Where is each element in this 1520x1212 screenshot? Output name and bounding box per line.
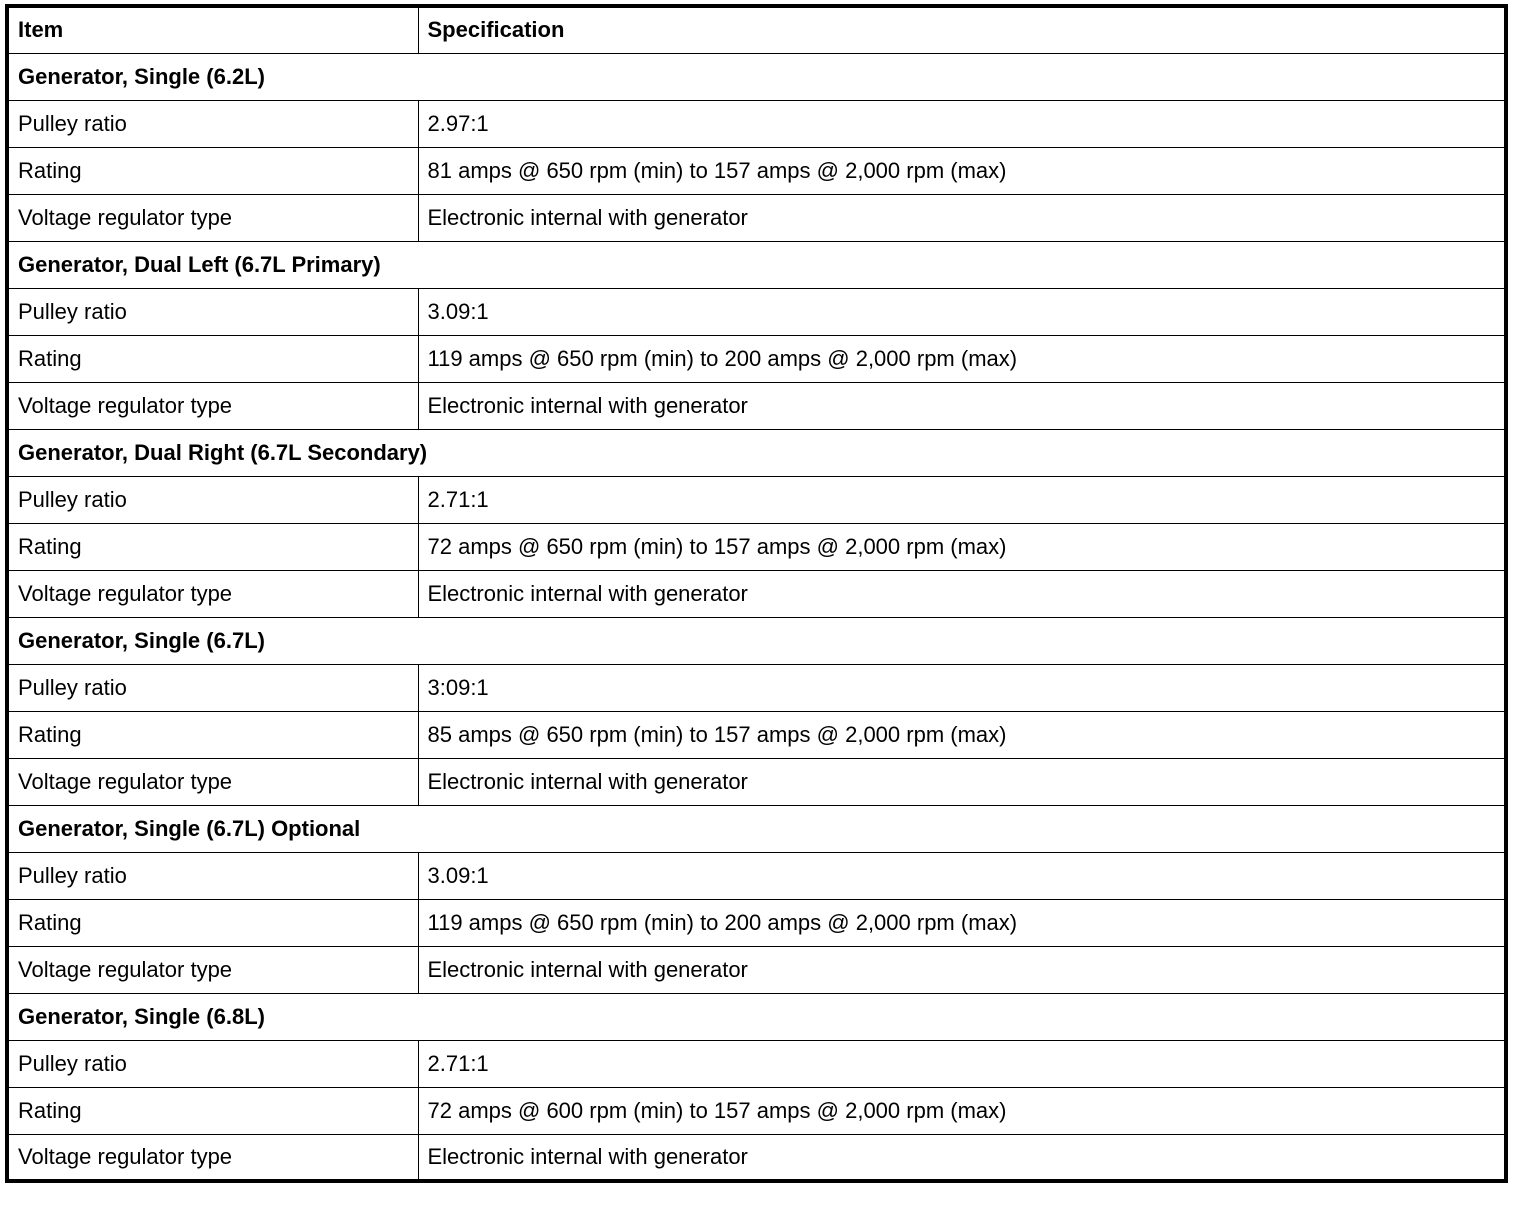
table-row xyxy=(7,382,1506,429)
specification-cell: 2.71:1 xyxy=(418,476,1506,523)
specification-cell: Electronic internal with generator xyxy=(418,570,1506,617)
specification-cell: 72 amps @ 600 rpm (min) to 157 amps @ 2,000 rpm (max) xyxy=(418,1087,1506,1134)
section-title: Generator, Single (6.2L) xyxy=(7,53,1506,100)
table-row xyxy=(7,288,1506,335)
specification-cell: 3.09:1 xyxy=(418,852,1506,899)
specification-cell: 85 amps @ 650 rpm (min) to 157 amps @ 2,000 rpm (max) xyxy=(418,711,1506,758)
section-header-row xyxy=(7,53,1506,100)
item-cell: Rating xyxy=(7,899,418,946)
header-item: Item xyxy=(7,6,418,53)
table-row xyxy=(7,664,1506,711)
item-cell: Pulley ratio xyxy=(7,476,418,523)
item-cell: Pulley ratio xyxy=(7,852,418,899)
specification-cell: Electronic internal with generator xyxy=(418,382,1506,429)
header-specification: Specification xyxy=(418,6,1506,53)
table-row xyxy=(7,1134,1506,1181)
item-cell: Pulley ratio xyxy=(7,100,418,147)
section-title: Generator, Dual Right (6.7L Secondary) xyxy=(7,429,1506,476)
specification-cell: 3:09:1 xyxy=(418,664,1506,711)
table-row xyxy=(7,335,1506,382)
table-row xyxy=(7,1087,1506,1134)
item-cell: Pulley ratio xyxy=(7,1040,418,1087)
specification-cell: 2.71:1 xyxy=(418,1040,1506,1087)
specification-cell: 119 amps @ 650 rpm (min) to 200 amps @ 2,000 rpm (max) xyxy=(418,335,1506,382)
specification-cell: 3.09:1 xyxy=(418,288,1506,335)
item-cell: Rating xyxy=(7,711,418,758)
table-row xyxy=(7,1040,1506,1087)
section-title: Generator, Dual Left (6.7L Primary) xyxy=(7,241,1506,288)
specification-cell: Electronic internal with generator xyxy=(418,194,1506,241)
table-row xyxy=(7,523,1506,570)
item-cell: Rating xyxy=(7,335,418,382)
table-row xyxy=(7,476,1506,523)
item-cell: Voltage regulator type xyxy=(7,758,418,805)
item-cell: Voltage regulator type xyxy=(7,194,418,241)
table-row xyxy=(7,852,1506,899)
section-header-row xyxy=(7,617,1506,664)
section-header-row xyxy=(7,429,1506,476)
specification-cell: 119 amps @ 650 rpm (min) to 200 amps @ 2,000 rpm (max) xyxy=(418,899,1506,946)
table-row xyxy=(7,570,1506,617)
table-row xyxy=(7,758,1506,805)
table-row xyxy=(7,711,1506,758)
section-title: Generator, Single (6.7L) Optional xyxy=(7,805,1506,852)
section-title: Generator, Single (6.7L) xyxy=(7,617,1506,664)
specification-cell: Electronic internal with generator xyxy=(418,1134,1506,1181)
item-cell: Rating xyxy=(7,147,418,194)
specification-cell: 81 amps @ 650 rpm (min) to 157 amps @ 2,000 rpm (max) xyxy=(418,147,1506,194)
item-cell: Rating xyxy=(7,523,418,570)
item-cell: Voltage regulator type xyxy=(7,1134,418,1181)
item-cell: Voltage regulator type xyxy=(7,382,418,429)
table-row xyxy=(7,946,1506,993)
item-cell: Pulley ratio xyxy=(7,288,418,335)
specification-cell: 72 amps @ 650 rpm (min) to 157 amps @ 2,000 rpm (max) xyxy=(418,523,1506,570)
section-header-row xyxy=(7,993,1506,1040)
generator-spec-table xyxy=(5,4,1508,1183)
table-row xyxy=(7,899,1506,946)
section-title: Generator, Single (6.8L) xyxy=(7,993,1506,1040)
specification-cell: 2.97:1 xyxy=(418,100,1506,147)
item-cell: Pulley ratio xyxy=(7,664,418,711)
table-header-row xyxy=(7,6,1506,53)
section-header-row xyxy=(7,805,1506,852)
specification-cell: Electronic internal with generator xyxy=(418,758,1506,805)
section-header-row xyxy=(7,241,1506,288)
item-cell: Voltage regulator type xyxy=(7,946,418,993)
table-row xyxy=(7,147,1506,194)
specification-cell: Electronic internal with generator xyxy=(418,946,1506,993)
table-row xyxy=(7,100,1506,147)
table-row xyxy=(7,194,1506,241)
item-cell: Voltage regulator type xyxy=(7,570,418,617)
item-cell: Rating xyxy=(7,1087,418,1134)
